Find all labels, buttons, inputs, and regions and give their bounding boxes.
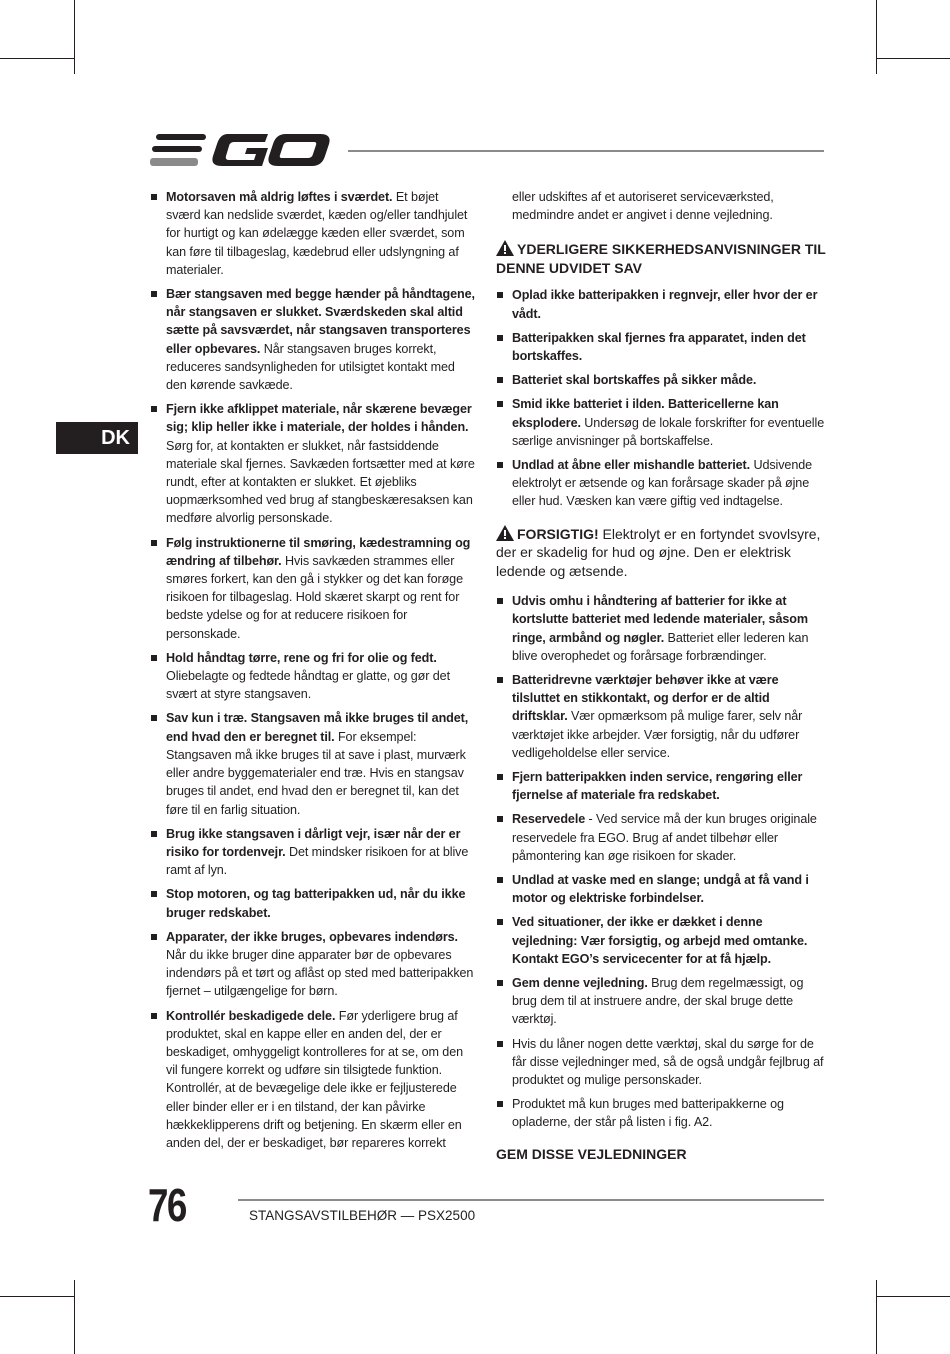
bullet-icon xyxy=(497,919,503,925)
bullet-icon xyxy=(497,1041,503,1047)
item-bold-text: Batteripakken skal fjernes fra apparatet, inden det bortskaffes. xyxy=(512,330,806,364)
item-text: Batteriet eller lederen kan blive overophedet og forårsage forbrændinger. xyxy=(512,630,809,663)
item-bold-text: Bær stangsaven med begge hænder på håndtagene, når stangsaven er slukket. Sværdskeden skal altid sætte på savsværdet, når stangsaven transporteres eller opbevares. xyxy=(166,287,475,356)
crop-mark xyxy=(876,58,950,59)
list-item xyxy=(496,592,826,665)
item-bold-text: Sav kun i træ. Stangsaven må ikke bruges til andet, end hvad den er beregnet til. xyxy=(166,711,469,744)
bullet-icon xyxy=(497,1101,503,1107)
list-item xyxy=(496,671,826,762)
item-text: Undersøg de lokale forskrifter for eventuelle særlige anvisninger på bortskaffelse. xyxy=(512,415,825,448)
bullet-icon xyxy=(151,194,157,200)
page-number: 76 xyxy=(148,1179,186,1231)
item-bold-text: Ved situationer, der ikke er dækket i denne vejledning: Vær forsigtig, og arbejd med omtanke. Kontakt EGO’s servicecenter for at få hjælp. xyxy=(512,915,808,966)
safety-list-left xyxy=(150,188,475,1152)
list-item xyxy=(496,810,826,865)
list-item xyxy=(150,534,475,643)
crop-mark xyxy=(0,58,74,59)
bullet-icon xyxy=(151,655,157,661)
list-item xyxy=(150,1007,475,1153)
ego-logo xyxy=(150,130,330,170)
item-bold-text: Hold håndtag tørre, rene og fri for olie og fedt. xyxy=(166,650,437,665)
right-column xyxy=(496,188,826,1162)
bullet-icon xyxy=(497,877,503,883)
crop-mark xyxy=(876,1280,877,1354)
bullet-icon xyxy=(151,540,157,546)
bullet-icon xyxy=(151,934,157,940)
list-item xyxy=(496,1035,826,1090)
bullet-icon xyxy=(151,1013,157,1019)
bullet-icon xyxy=(497,292,503,298)
item-bold-text: Fjern batteripakken inden service, rengøring eller fjernelse af materiale fra redskabet. xyxy=(512,769,803,803)
additional-safety-list xyxy=(496,592,826,1131)
item-text: Det mindsker risikoen for at blive ramt af lyn. xyxy=(166,844,469,878)
warning-icon xyxy=(496,525,514,541)
section-heading xyxy=(496,240,826,278)
list-item xyxy=(496,768,826,804)
bullet-icon xyxy=(497,677,503,683)
item-text: Vær opmærksom på mulige farer, selv når værktøjet ikke arbejder. Vær forsigtig, når du udfører vedligeholdelse eller service. xyxy=(512,709,803,760)
item-bold-text: Batteriet skal bortskaffes på sikker måde. xyxy=(512,373,757,388)
caution-text: Elektrolyt er en fortyndet svovlsyre, der er skadelig for hud og øjne. Den er elektrisk ledende og ætsende. xyxy=(496,525,821,579)
list-item xyxy=(150,885,475,921)
item-text: Når stangsaven bruges korrekt, reduceres sandsynligheden for utilsigtet kontakt med den kørende savkæde. xyxy=(166,341,455,393)
item-text: Sørg for, at kontakten er slukket, når fastsiddende materiale skal fjernes. Savkæden fortsætter med at køre rundt, efter at kontakten er slukket. Et øjebliks uopmærksomhed ved brug af stangbeskæresaksen kan medføre alvorlig personskade. xyxy=(166,438,475,526)
item-text: Når du ikke bruger dine apparater bør de opbevares indendørs på et tørt og aflåst op sted med batteripakken fjernet – utilgængelige for børn. xyxy=(166,947,474,999)
list-item xyxy=(496,395,826,450)
bullet-icon xyxy=(151,715,157,721)
bullet-icon xyxy=(151,831,157,837)
bullet-icon xyxy=(151,891,157,897)
continuation-text: eller udskiftes af et autoriseret serviceværksted, medmindre andet er angivet i denne vejledning. xyxy=(512,190,774,223)
list-item xyxy=(496,913,826,968)
crop-mark xyxy=(74,0,75,74)
left-column xyxy=(150,188,475,1158)
save-instructions-heading: GEM DISSE VEJLEDNINGER xyxy=(496,1145,687,1162)
list-item xyxy=(496,974,826,1029)
list-item xyxy=(496,371,826,389)
crop-mark xyxy=(74,1280,75,1354)
language-tab: DK xyxy=(56,422,138,454)
list-item xyxy=(496,286,826,322)
item-bold-text: Batteridrevne værktøjer behøver ikke at være tilsluttet en stikkontakt, og derfor er de altid driftsklar. xyxy=(512,672,779,724)
bullet-icon xyxy=(497,401,503,407)
list-item xyxy=(150,400,475,527)
item-text: - Ved service må der kun bruges originale reservedele fra EGO. Brug af andet tilbehør eller påmontering kan øge risikoen for skader. xyxy=(512,812,817,863)
item-text: Oliebelagte og fedtede håndtag er glatte, og gør det svært at styre stangsaven. xyxy=(166,669,450,702)
item-text: Før yderligere brug af produktet, skal en kappe eller en anden del, der er beskadiget, omhyggeligt kontrolleres for at se, om den vil fungere korrekt og udføre sin tilsigtede funktion. Kontrollér, at de bevægelige dele ikke er fejljusterede eller binder eller er i en tilstand, der kan påvirke hækkeklipperens drift og betjening. En skærm eller en anden del, der er beskadiget, bør repareres korrekt xyxy=(166,1008,464,1150)
item-bold-text: Undlad at vaske med en slange; undgå at få vand i motor og elektriske forbindelser. xyxy=(512,872,809,906)
bullet-icon xyxy=(151,291,157,297)
list-item xyxy=(150,928,475,1001)
item-bold-text: Gem denne vejledning. xyxy=(512,976,648,990)
list-item xyxy=(150,188,475,279)
caution-label: FORSIGTIG! xyxy=(517,525,599,542)
bullet-icon xyxy=(151,406,157,412)
bullet-icon xyxy=(497,335,503,341)
caution-paragraph xyxy=(496,525,826,581)
item-text: For eksempel: Stangsaven må ikke bruges til at save i plast, murværk eller andre byggematerialer end træ. Hvis en stangsav bruges til andet, end hvad den er beregnet til, kan det føre til en farlig situation. xyxy=(166,729,466,817)
list-item xyxy=(496,871,826,907)
section-heading-text: YDERLIGERE SIKKERHEDSANVISNINGER TIL DENNE UDVIDET SAV xyxy=(496,241,826,277)
crop-mark xyxy=(876,1296,950,1297)
warning-icon xyxy=(496,240,514,256)
item-bold-text: Smid ikke batteriet i ilden. Battericellerne kan eksplodere. xyxy=(512,397,779,430)
footer-title: STANGSAVSTILBEHØR — PSX2500 xyxy=(249,1208,476,1223)
item-bold-text: Udvis omhu i håndtering af batterier for ikke at kortslutte batteriet med ledende materialer, såsom ringe, armbånd og nøgler. xyxy=(512,594,808,645)
header-rule xyxy=(348,150,824,152)
list-item xyxy=(150,709,475,818)
item-bold-text: Undlad at åbne eller mishandle batteriet. xyxy=(512,458,751,473)
bullet-icon xyxy=(497,774,503,780)
footer-rule xyxy=(238,1199,824,1201)
item-bold-text: Brug ikke stangsaven i dårligt vejr, især når der er risiko for tordenvejr. xyxy=(166,826,461,859)
list-item xyxy=(150,825,475,880)
item-bold-text: Følg instruktionerne til smøring, kædestramning og ændring af tilbehør. xyxy=(166,535,471,568)
item-bold-text: Oplad ikke batteripakken i regnvejr, eller hvor der er vådt. xyxy=(512,288,818,321)
bullet-icon xyxy=(497,816,503,822)
battery-safety-list xyxy=(496,286,826,510)
crop-mark xyxy=(876,0,877,74)
item-text: Produktet må kun bruges med batteripakkerne og opladerne, der står på listen i fig. A2. xyxy=(512,1097,784,1130)
list-item xyxy=(150,285,475,394)
crop-mark xyxy=(0,1296,74,1297)
item-bold-text: Stop motoren, og tag batteripakken ud, når du ikke bruger redskabet. xyxy=(166,887,466,920)
item-text: Brug dem regelmæssigt, og brug dem til at instruere andre, der skal bruge dette værktøj. xyxy=(512,976,804,1027)
item-text: Udsivende elektrolyt er ætsende og kan forårsage skader på øjne eller hud. Væsken kan være giftig ved indtagelse. xyxy=(512,458,813,509)
list-item xyxy=(496,456,826,511)
item-bold-text: Kontrollér beskadigede dele. xyxy=(166,1008,336,1023)
list-item xyxy=(150,649,475,704)
bullet-icon xyxy=(497,598,503,604)
item-text: Hvis du låner nogen dette værktøj, skal du sørge for de får disse vejledninger med, så de også undgår fejlbrug af produktet og mulige personskader. xyxy=(512,1036,824,1088)
list-item xyxy=(496,329,826,365)
item-text: Et bøjet sværd kan nedslide sværdet, kæden og/eller tandhjulet for hurtigt og kan ødelægge kæden eller sværdet, som kan føre til tilbageslag, kædebrud eller udslyngning af materialer. xyxy=(166,190,468,277)
list-item xyxy=(496,1095,826,1131)
item-bold-text: Apparater, der ikke bruges, opbevares indendørs. xyxy=(166,929,458,944)
item-bold-text: Motorsaven må aldrig løftes i sværdet. xyxy=(166,190,393,204)
bullet-icon xyxy=(497,462,503,468)
item-bold-text: Fjern ikke afklippet materiale, når skærene bevæger sig; klip heller ikke i materiale, der holdes i hånden. xyxy=(166,402,472,435)
item-bold-text: Reservedele xyxy=(512,812,586,827)
item-text: Hvis savkæden strammes eller smøres forkert, kan den gå i stykker og det kan forøge risikoen for tilbageslag. Hold skæret skarpt og rent for bedste ydelse og for at reducere risikoen for personskade. xyxy=(166,553,463,641)
bullet-icon xyxy=(497,980,503,986)
bullet-icon xyxy=(497,377,503,383)
